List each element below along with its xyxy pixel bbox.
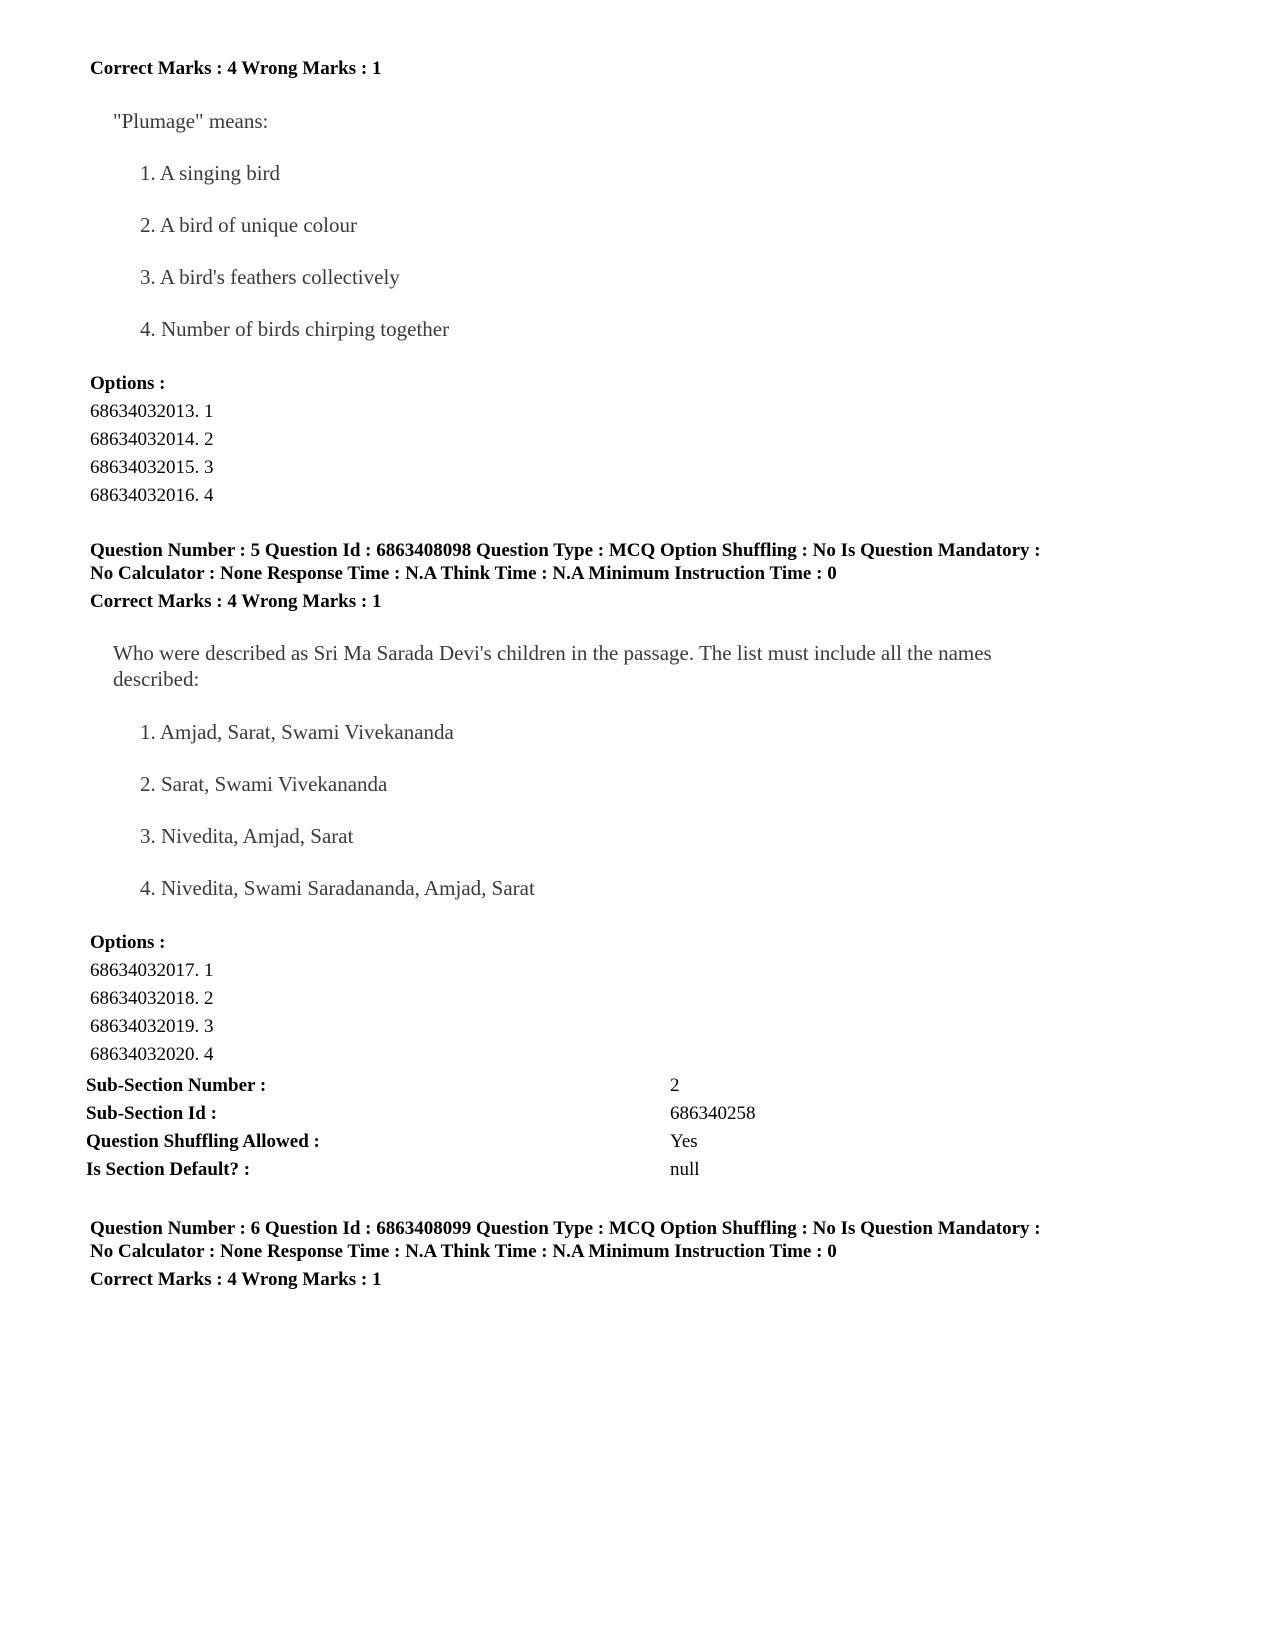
question-meta-line: Question Number : 6 Question Id : 6863408099 Question Type : MCQ Option Shuffling : No Is Question Mandatory :: [90, 1218, 1041, 1239]
option-id: 68634032015. 3: [90, 457, 214, 478]
option-id: 68634032013. 1: [90, 401, 214, 422]
subsection-label: Sub-Section Number :: [86, 1075, 267, 1096]
question-text: Who were described as Sri Ma Sarada Devi's children in the passage. The list must include all the names: [113, 641, 992, 665]
question-text: "Plumage" means:: [113, 109, 269, 133]
question-choice: 2. Sarat, Swami Vivekananda: [140, 772, 388, 796]
question-choice: 1. A singing bird: [140, 161, 281, 185]
option-id: 68634032020. 4: [90, 1044, 214, 1065]
question-choice: 3. Nivedita, Amjad, Sarat: [140, 824, 354, 848]
question-meta-line: Question Number : 5 Question Id : 6863408098 Question Type : MCQ Option Shuffling : No Is Question Mandatory :: [90, 540, 1041, 561]
subsection-value: 2: [670, 1075, 680, 1096]
subsection-label: Sub-Section Id :: [86, 1103, 217, 1124]
subsection-label: Question Shuffling Allowed :: [86, 1131, 320, 1152]
subsection-value: 686340258: [670, 1103, 756, 1124]
option-id: 68634032016. 4: [90, 485, 214, 506]
subsection-value: null: [670, 1159, 700, 1180]
question-choice: 3. A bird's feathers collectively: [140, 265, 400, 289]
question-meta-line: No Calculator : None Response Time : N.A Think Time : N.A Minimum Instruction Time : 0: [90, 1241, 837, 1262]
options-label: Options :: [90, 932, 166, 953]
question-choice: 4. Nivedita, Swami Saradananda, Amjad, Sarat: [140, 876, 535, 900]
option-id: 68634032014. 2: [90, 429, 214, 450]
marks-line: Correct Marks : 4 Wrong Marks : 1: [90, 58, 382, 79]
option-id: 68634032019. 3: [90, 1016, 214, 1037]
subsection-value: Yes: [670, 1131, 698, 1152]
question-text: described:: [113, 667, 200, 691]
question-choice: 4. Number of birds chirping together: [140, 317, 450, 341]
option-id: 68634032017. 1: [90, 960, 214, 981]
question-choice: 1. Amjad, Sarat, Swami Vivekananda: [140, 720, 454, 744]
marks-line: Correct Marks : 4 Wrong Marks : 1: [90, 591, 382, 612]
question-meta-line: No Calculator : None Response Time : N.A Think Time : N.A Minimum Instruction Time : 0: [90, 563, 837, 584]
marks-line: Correct Marks : 4 Wrong Marks : 1: [90, 1269, 382, 1290]
question-choice: 2. A bird of unique colour: [140, 213, 357, 237]
option-id: 68634032018. 2: [90, 988, 214, 1009]
subsection-label: Is Section Default? :: [86, 1159, 251, 1180]
options-label: Options :: [90, 373, 166, 394]
